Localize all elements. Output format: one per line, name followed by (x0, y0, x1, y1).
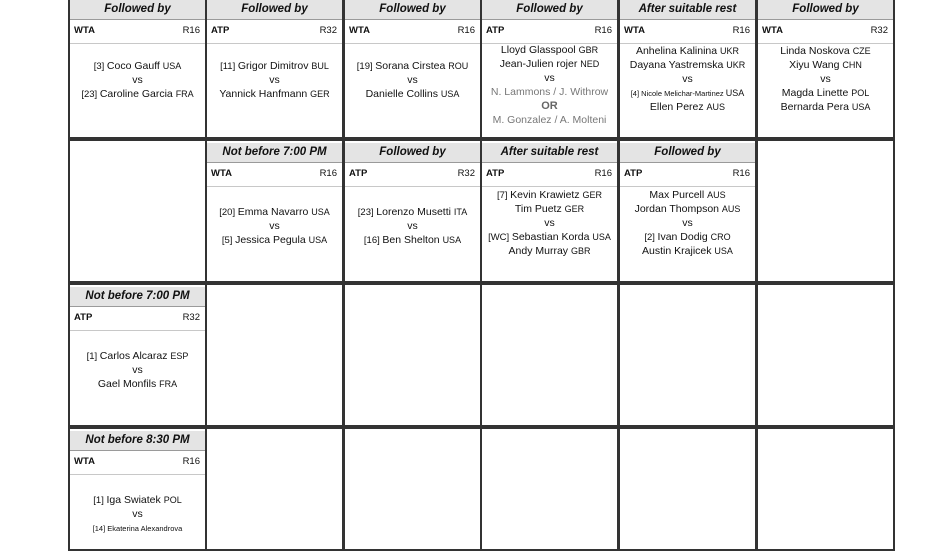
name-text: vs (682, 217, 693, 229)
player-line (620, 100, 755, 114)
name-text: vs (269, 74, 280, 86)
country-code: USA (714, 246, 733, 256)
player-line (758, 100, 893, 114)
player-line (70, 349, 205, 363)
name-text: Bernarda Pera (780, 101, 852, 113)
match-players (70, 493, 205, 535)
match-players (207, 59, 342, 101)
empty-slot (68, 139, 207, 283)
divider (70, 474, 205, 475)
slot-header: After suitable rest (482, 143, 617, 163)
empty-slot (618, 283, 757, 427)
seed-label: [5] (221, 235, 236, 246)
name-text: Magda Linette (781, 87, 852, 99)
name-text: Jordan Thompson (634, 203, 722, 215)
divider (207, 186, 342, 187)
name-text: Carlos Alcaraz (99, 350, 171, 362)
match-slot (618, 0, 757, 139)
country-code: CZE (852, 46, 871, 56)
tour-label: WTA (762, 25, 783, 36)
name-text: Andy Murray (508, 245, 571, 257)
player-line (207, 87, 342, 101)
tour-label: ATP (624, 168, 643, 179)
name-text: Lloyd Glasspool (500, 44, 579, 56)
player-line (70, 521, 205, 535)
name-text: Ekaterina Alexandrova (107, 524, 183, 533)
country-code: AUS (707, 190, 726, 200)
vs-label (345, 73, 480, 87)
player-line (620, 230, 755, 244)
seed-label: [16] (363, 235, 383, 246)
match-players (620, 188, 755, 258)
country-code: USA (311, 207, 330, 217)
round-label: R16 (182, 456, 200, 467)
match-slot (480, 0, 619, 139)
match-slot (68, 283, 207, 427)
match-players (482, 43, 617, 127)
name-text: OR (541, 100, 558, 112)
match-players (482, 188, 617, 258)
divider (482, 186, 617, 187)
name-text: Anhelina Kalinina (635, 45, 721, 57)
country-code: AUS (706, 102, 726, 112)
player-line (482, 113, 617, 127)
country-code: USA (851, 102, 871, 112)
empty-slot (205, 427, 344, 551)
vs-label (758, 72, 893, 86)
country-code: GER (564, 204, 585, 214)
seed-label: [3] (93, 61, 107, 72)
name-text: vs (544, 217, 555, 229)
country-code: ESP (170, 351, 189, 361)
country-code: USA (592, 232, 611, 242)
match-slot (343, 0, 482, 139)
vs-label (482, 216, 617, 230)
country-code: USA (440, 89, 460, 99)
round-label: R16 (594, 25, 612, 36)
seed-label: [WC] (488, 232, 512, 243)
match-players (345, 59, 480, 101)
slot-header: Not before 7:00 PM (207, 143, 342, 163)
seed-label: [23] (357, 207, 377, 218)
vs-label (207, 219, 342, 233)
round-label: R16 (594, 168, 612, 179)
seed-label: [2] (644, 232, 658, 243)
name-text: vs (132, 74, 143, 86)
divider (207, 43, 342, 44)
player-line (345, 233, 480, 247)
name-text: Max Purcell (649, 189, 708, 201)
name-text: Sebastian Korda (511, 231, 593, 243)
name-text: [14] (92, 524, 108, 533)
slot-header: Not before 7:00 PM (70, 287, 205, 307)
empty-slot (343, 283, 482, 427)
seed-label: [19] (356, 61, 376, 72)
player-line (70, 59, 205, 73)
match-slot (205, 139, 344, 283)
round-label: R16 (319, 168, 337, 179)
name-text: Gael Monfils (97, 378, 160, 390)
country-code: GBR (570, 246, 591, 256)
tour-label: ATP (349, 168, 368, 179)
country-code: CRO (710, 232, 731, 242)
slot-header: Followed by (207, 0, 342, 20)
seed-label: [23] (81, 89, 100, 100)
name-text: Ivan Dodig (657, 231, 711, 243)
country-code: UKR (726, 60, 746, 70)
country-code: NED (580, 59, 600, 69)
match-players (70, 349, 205, 391)
player-line (482, 188, 617, 202)
match-slot (68, 427, 207, 551)
match-players (70, 59, 205, 101)
player-line (70, 377, 205, 391)
name-text: N. Lammons / J. Withrow (490, 86, 609, 98)
player-line (345, 59, 480, 73)
empty-slot (205, 283, 344, 427)
tour-label: ATP (486, 25, 505, 36)
country-code: BUL (311, 61, 329, 71)
name-text: Jean-Julien rojer (499, 58, 581, 70)
empty-slot (480, 427, 619, 551)
name-text: Danielle Collins (365, 88, 441, 100)
player-line (482, 57, 617, 71)
vs-label (620, 216, 755, 230)
name-text: Austin Krajicek (642, 245, 715, 257)
name-text: [4] (630, 89, 642, 98)
player-line (482, 99, 617, 113)
country-code: POL (163, 495, 182, 505)
name-text: vs (820, 73, 831, 85)
player-line (207, 59, 342, 73)
name-text: Lorenzo Musetti (376, 206, 454, 218)
name-text: Iga Swiatek (106, 494, 164, 506)
tour-label: ATP (74, 312, 93, 323)
match-slot (205, 0, 344, 139)
tour-label: WTA (74, 456, 95, 467)
name-text: Kevin Krawietz (510, 189, 583, 201)
player-line (345, 87, 480, 101)
player-line (482, 43, 617, 57)
country-code: GBR (578, 45, 599, 55)
slot-header: Followed by (758, 0, 893, 20)
empty-slot (618, 427, 757, 551)
player-line (482, 230, 617, 244)
country-code: USA (442, 235, 462, 245)
player-line (482, 85, 617, 99)
tour-label: ATP (486, 168, 505, 179)
name-text: vs (132, 364, 143, 376)
player-line (207, 233, 342, 247)
player-line (70, 87, 205, 101)
player-line (70, 493, 205, 507)
country-code: ROU (448, 61, 469, 71)
slot-header: Followed by (70, 0, 205, 20)
match-slot (480, 139, 619, 283)
player-line (620, 188, 755, 202)
divider (70, 43, 205, 44)
vs-label (207, 73, 342, 87)
player-line (620, 244, 755, 258)
seed-label: [1] (93, 495, 107, 506)
player-line (620, 86, 755, 100)
name-text: Linda Noskova (780, 45, 853, 57)
seed-label: [7] (496, 190, 511, 201)
match-players (345, 205, 480, 247)
match-slot (756, 0, 895, 139)
divider (70, 330, 205, 331)
round-label: R16 (732, 25, 750, 36)
tour-label: WTA (624, 25, 645, 36)
seed-label: [1] (86, 351, 100, 362)
name-text: Coco Gauff (106, 60, 163, 72)
name-text: vs (269, 220, 280, 232)
name-text: Nicole Melichar-Martinez (641, 89, 726, 98)
country-code: POL (851, 88, 870, 98)
country-code: GER (582, 190, 603, 200)
slot-header: After suitable rest (620, 0, 755, 20)
vs-label (482, 71, 617, 85)
player-line (620, 58, 755, 72)
vs-label (345, 219, 480, 233)
slot-header: Followed by (345, 143, 480, 163)
tour-label: WTA (74, 25, 95, 36)
country-code: CHN (842, 60, 862, 70)
name-text: vs (132, 508, 143, 520)
divider (620, 186, 755, 187)
name-text: vs (544, 72, 555, 84)
country-code: GER (310, 89, 330, 99)
slot-header: Not before 8:30 PM (70, 431, 205, 451)
seed-label: [20] (219, 207, 238, 218)
country-code: UKR (720, 46, 740, 56)
player-line (620, 44, 755, 58)
round-label: R32 (870, 25, 888, 36)
round-label: R16 (457, 25, 475, 36)
name-text: Dayana Yastremska (629, 59, 727, 71)
player-line (482, 244, 617, 258)
vs-label (620, 72, 755, 86)
name-text: vs (407, 220, 418, 232)
name-text: vs (407, 74, 418, 86)
match-slot (68, 0, 207, 139)
tour-label: WTA (211, 168, 232, 179)
match-players (758, 44, 893, 114)
country-code: AUS (721, 204, 741, 214)
name-text: Ben Shelton (382, 234, 443, 246)
name-text: Ellen Perez (649, 101, 707, 113)
round-label: R32 (319, 25, 337, 36)
name-text: Tim Puetz (514, 203, 565, 215)
match-slot (343, 139, 482, 283)
name-text: vs (682, 73, 693, 85)
vs-label (70, 507, 205, 521)
player-line (620, 202, 755, 216)
country-code: USA (308, 235, 328, 245)
country-code: USA (162, 61, 182, 71)
round-label: R16 (732, 168, 750, 179)
player-line (345, 205, 480, 219)
round-label: R32 (182, 312, 200, 323)
match-players (620, 44, 755, 114)
divider (345, 43, 480, 44)
player-line (207, 205, 342, 219)
round-label: R16 (182, 25, 200, 36)
player-line (482, 202, 617, 216)
name-text: Emma Navarro (237, 206, 312, 218)
name-text: Yannick Hanfmann (219, 88, 311, 100)
slot-header: Followed by (345, 0, 480, 20)
name-text: Xiyu Wang (789, 59, 843, 71)
empty-slot (756, 283, 895, 427)
name-text: Sorana Cirstea (375, 60, 449, 72)
vs-label (70, 73, 205, 87)
country-code: FRA (175, 89, 194, 99)
name-text: Grigor Dimitrov (237, 60, 312, 72)
empty-slot (343, 427, 482, 551)
round-label: R32 (457, 168, 475, 179)
tour-label: WTA (349, 25, 370, 36)
match-slot (618, 139, 757, 283)
slot-header: Followed by (482, 0, 617, 20)
divider (345, 186, 480, 187)
player-line (758, 44, 893, 58)
slot-header: Followed by (620, 143, 755, 163)
country-code: USA (725, 88, 745, 98)
name-text: M. Gonzalez / A. Molteni (492, 114, 607, 126)
country-code: FRA (159, 379, 178, 389)
empty-slot (756, 139, 895, 283)
player-line (758, 58, 893, 72)
name-text: Caroline Garcia (99, 88, 176, 100)
empty-slot (756, 427, 895, 551)
empty-slot (480, 283, 619, 427)
seed-label: [11] (220, 61, 238, 72)
vs-label (70, 363, 205, 377)
player-line (758, 86, 893, 100)
name-text: Jessica Pegula (235, 234, 309, 246)
tour-label: ATP (211, 25, 230, 36)
match-players (207, 205, 342, 247)
country-code: ITA (453, 207, 468, 217)
